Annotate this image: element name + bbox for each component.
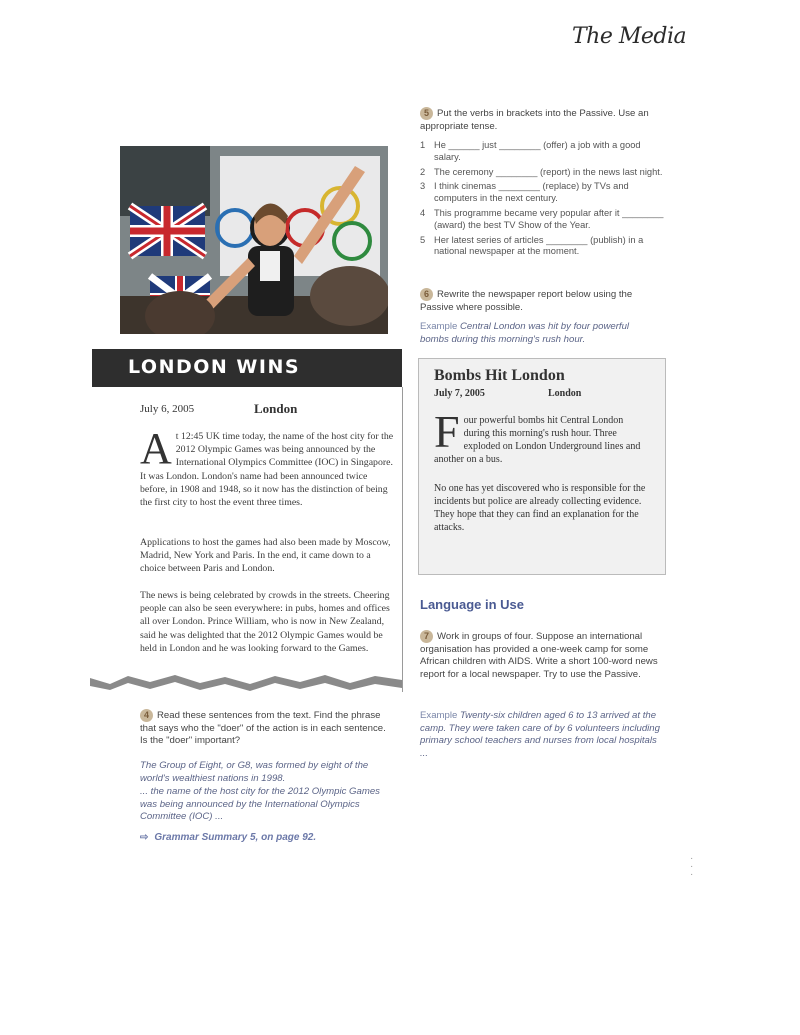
article-headline-bar [92,349,402,387]
torn-paper-edge [90,670,410,696]
olympic-celebration-photo [120,146,388,334]
grammar-summary-text: Grammar Summary 5, on page 92. [154,832,317,843]
exercise-6-text: Rewrite the newspaper report below using the Passive where possible. [420,289,633,313]
article-headline: LONDON WINS [128,356,301,378]
article-city: London [254,401,298,416]
list-item [420,140,665,164]
exercise-5-text: Put the verbs in brackets into the Passive. Use an appropriate tense. [420,108,649,132]
language-in-use-heading: Language in Use [420,597,525,612]
list-item-text: He ______ just ________ (offer) a job with a good salary. [434,140,641,162]
example-text: Twenty-six children aged 6 to 13 arrived at the camp. They were taken care of by 6 volunteers including primary school teachers and nurses from local hospitals ... [420,710,660,759]
exercise-6-instruction [420,288,665,314]
exercise-4-text: Read these sentences from the text. Find the phrase that says who the "doer" of the action is in each sentence. Is the "doer" important? [140,710,386,747]
list-item-number: 2 [420,166,426,177]
exercise-5-instruction [420,107,670,133]
exercise-4-number: 4 [140,709,153,722]
exercise-6-example [420,321,660,346]
list-item [420,181,665,205]
example-label: Example [420,321,458,332]
exercise-7-instruction [420,630,665,681]
exercise-7-text: Work in groups of four. Suppose an international organisation has provided a one-week camp for some African children with AIDS. Write a short 100-word news report for a local newspaper. Try to use the Passive. [420,631,658,680]
grammar-summary-link[interactable] [140,832,316,843]
exercise-4-example-1: The Group of Eight, or G8, was formed by eight of the world's wealthiest nations in 1998. [140,760,369,784]
article-date: July 6, 2005 [140,403,195,415]
list-item-text: Her latest series of articles ________ (publish) in a national newspaper at the moment. [434,234,644,257]
article-paragraph-1 [140,424,395,509]
section-title: The Media [572,24,687,49]
bombs-paragraph-1 [434,406,649,466]
list-item [420,208,665,232]
bombs-paragraph-2: No one has yet discovered who is responsible for the incidents but police are already collecting evidence. They hope that they can find an explanation for the attacks. [434,483,646,533]
list-item-number: 1 [420,140,426,150]
article-paragraph-3: The news is being celebrated by crowds in the streets. Cheering people can also be seen everywhere: in pubs, homes and offices all over London. Prince William, who is now in New Zealand, said he was delighted that the 2012 Olympic Games would be held in London and he was looking forward to the Games. [140,590,390,654]
list-item-text: I think cinemas ________ (replace) by TVs and computers in the next century. [434,181,629,204]
list-item [420,235,665,259]
exercise-6-number: 6 [420,288,433,301]
exercise-4-example-2: ... the name of the host city for the 2012 Olympic Games was being announced by the International Olympics Committee (IOC) ... [140,786,380,822]
bombs-date: July 7, 2005 [434,388,485,399]
bombs-city: London [548,388,582,399]
article-dropcap: A [140,424,172,473]
arrow-right-icon: ⇨ [140,832,149,843]
list-item-text: The ceremony ________ (report) in the news last night. [434,166,663,177]
list-item [420,167,665,179]
list-item-number: 5 [420,234,426,245]
exercise-5-list [420,140,665,261]
exercise-7-number: 7 [420,630,433,643]
example-text: Central London was hit by four powerful bombs during this morning's rush hour. [420,321,630,345]
example-label: Example [420,710,458,721]
article-paragraph-2: Applications to host the games had also been made by Moscow, Madrid, New York and Paris. In the end, it came down to a choice between Paris and London. [140,537,391,575]
exercise-7-example [420,710,660,760]
exercise-5-number: 5 [420,107,433,120]
bombs-title: Bombs Hit London [434,367,565,384]
list-item-number: 4 [420,207,426,218]
scan-marks: · · · [690,853,694,880]
list-item-number: 3 [420,181,426,192]
bombs-dropcap: F [434,406,460,457]
article-paragraph-1-text: t 12:45 UK time today, the name of the host city for the 2012 Olympic Games was being announced by the International Olympics Committee (IOC) in Singapore. It was London. London's name had been announced twice before, in 1908 and 1948, so it now has the distinction of being the first city to host the event three times. [140,431,394,509]
list-item-text: This programme became very popular after it ________ (award) the best TV Show of the Year. [434,207,664,230]
bombs-paragraph-1-text: our powerful bombs hit Central London during this morning's rush hour. Three exploded on London Underground lines and another on a bus. [434,415,641,465]
exercise-4-instruction [140,709,390,748]
